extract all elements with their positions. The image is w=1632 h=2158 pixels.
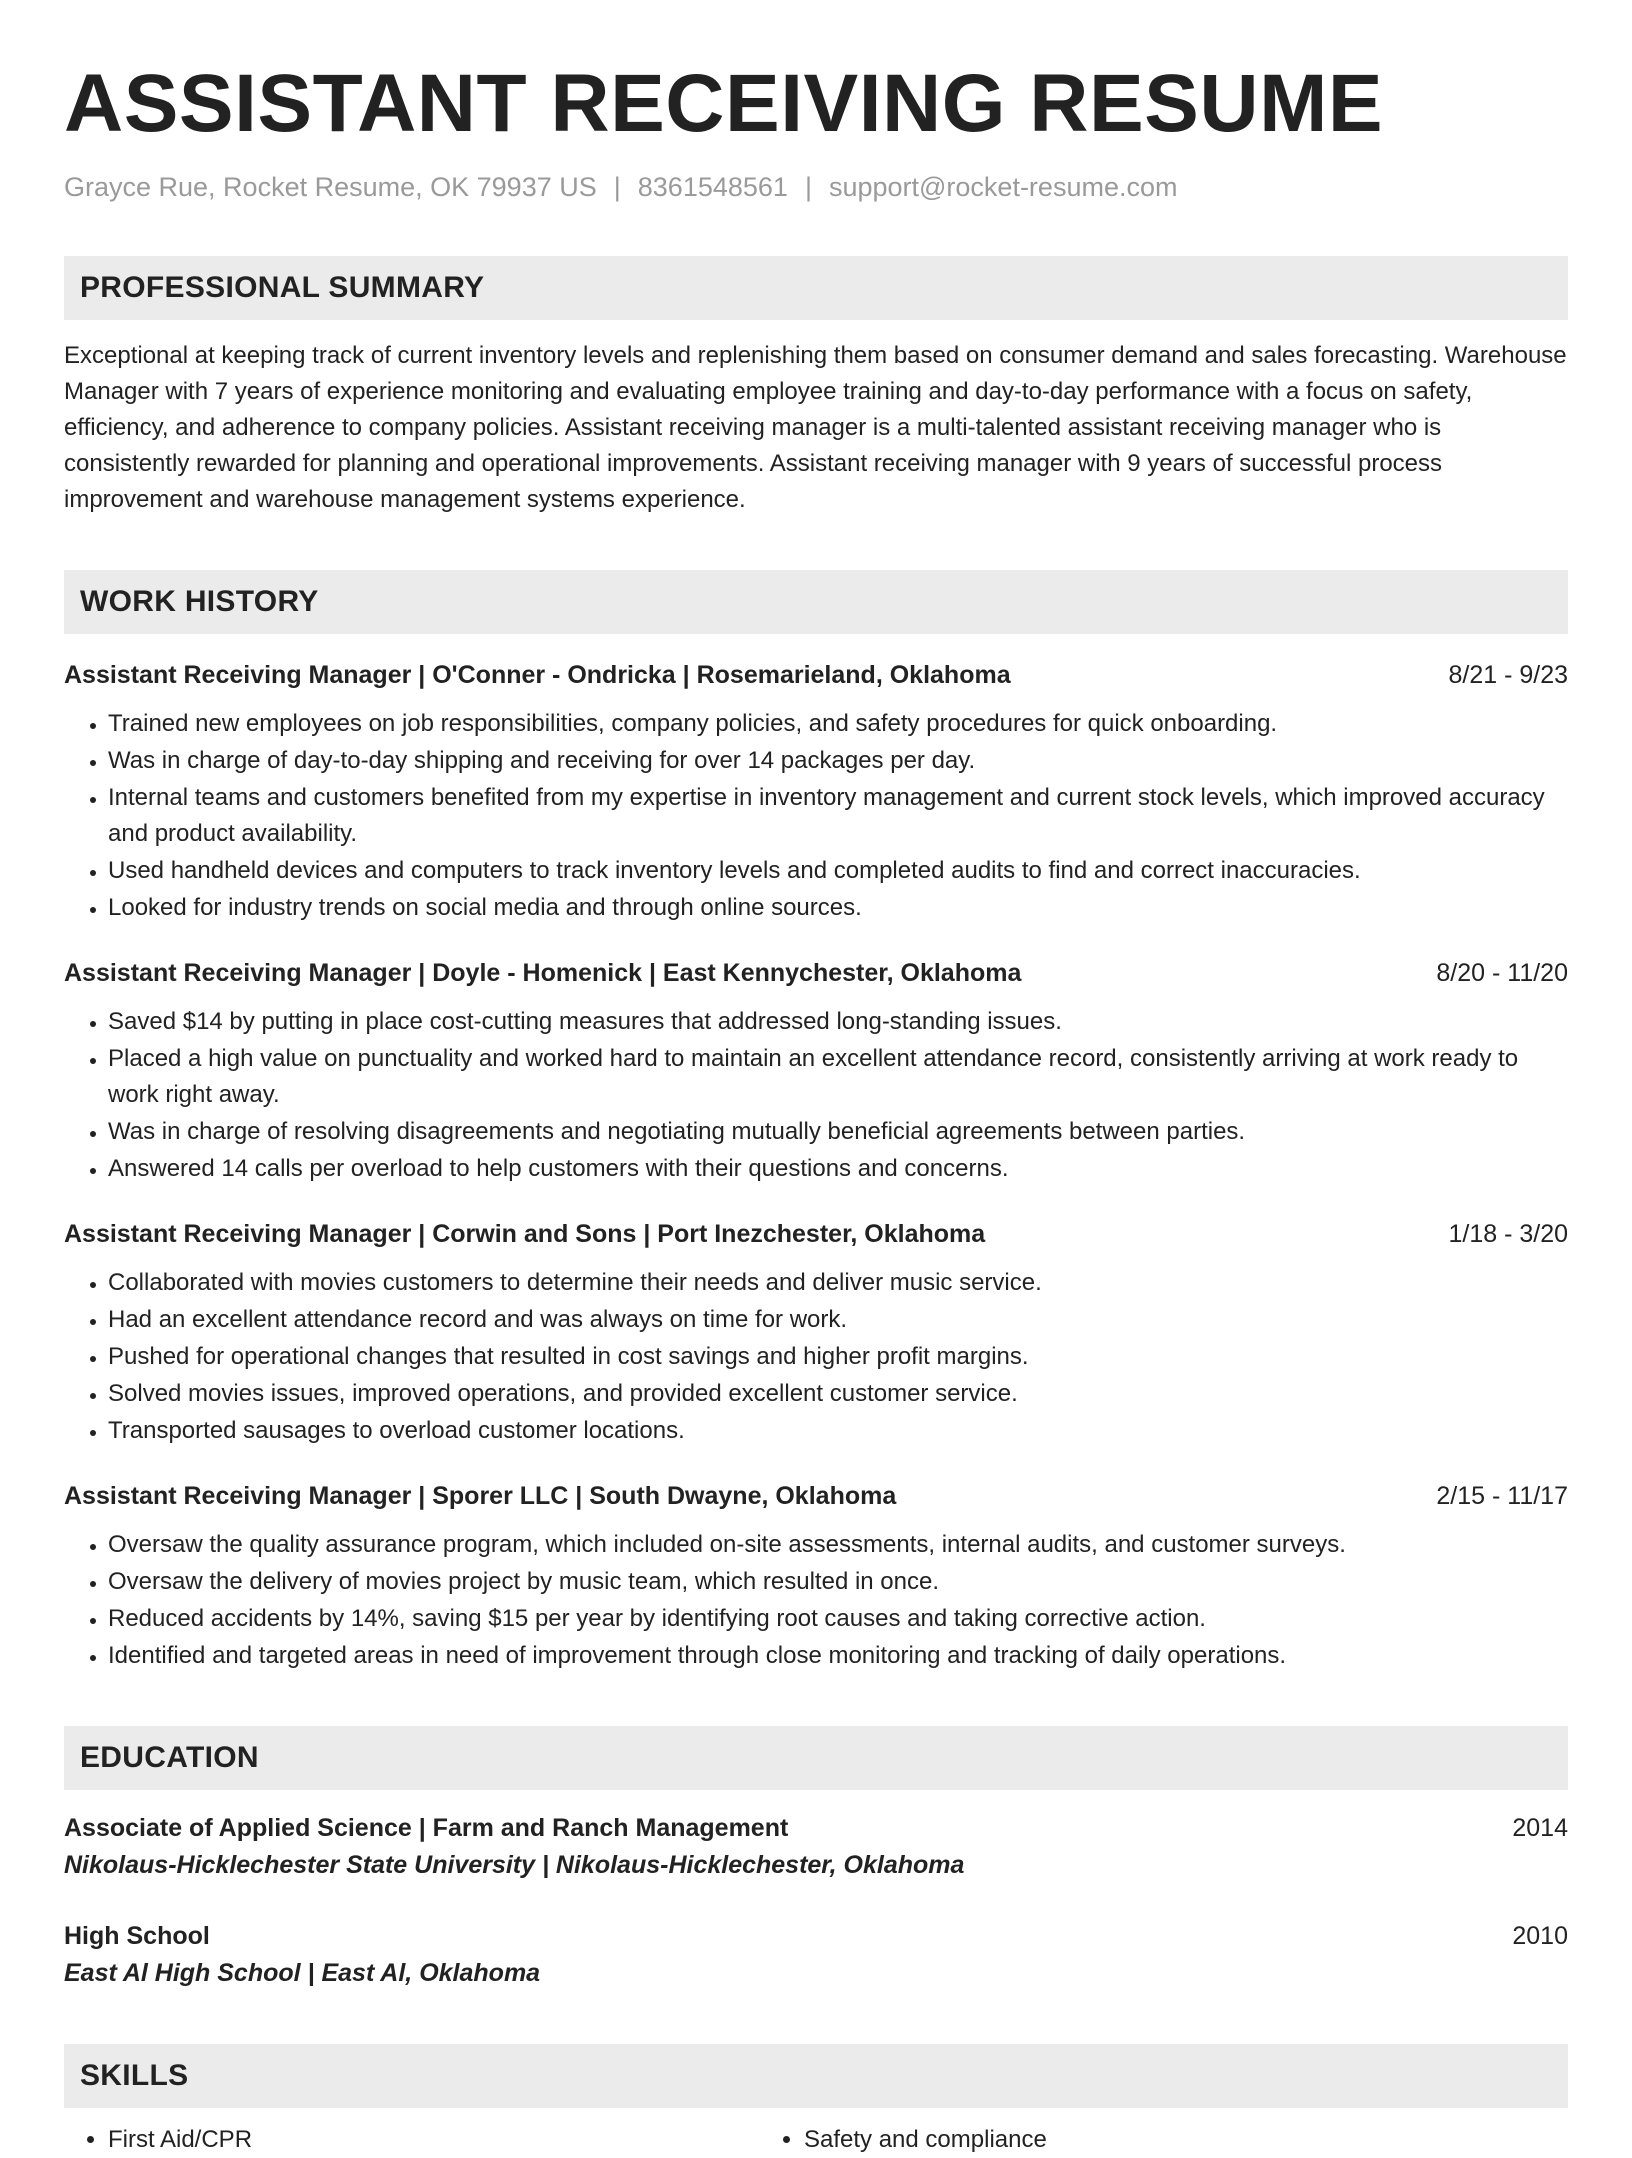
skills-column-right [760,2122,1047,2158]
job-title: Assistant Receiving Manager | Doyle - Homenick | East Kennychester, Oklahoma [64,959,1022,987]
education-school: Nikolaus-Hicklechester State University | Nikolaus-Hicklechester, Oklahoma [64,1851,965,1879]
education-header [64,1810,1568,1846]
list-item: • Reduced accidents by 14%, saving $15 per year by identifying root causes and taking corrective action. [108,1601,1568,1637]
section-header-summary: PROFESSIONAL SUMMARY [64,256,1568,320]
resume-title: ASSISTANT RECEIVING RESUME [64,58,1384,149]
job-bullets [64,1265,1568,1449]
list-item: • Answered 14 calls per overload to help customers with their questions and concerns. [108,1151,1568,1187]
job-bullets [64,1004,1568,1187]
section-header-skills: SKILLS [64,2044,1568,2108]
job-dates: 1/18 - 3/20 [1448,1220,1568,1248]
list-item: • Pushed for operational changes that resulted in cost savings and higher profit margins. [108,1339,1568,1375]
job-title: Assistant Receiving Manager | Sporer LLC | South Dwayne, Oklahoma [64,1482,897,1510]
education-degree: High School [64,1922,210,1950]
list-item: • First Aid/CPR [108,2122,760,2158]
summary-text: Exceptional at keeping track of current inventory levels and replenishing them based on consumer demand and sales forecasting. Warehouse Manager with 7 years of experience monitoring and evaluating employee training and day-to-day performance with a focus on safety, efficiency, and adherence to company policies. Assistant receiving manager is a multi-talented assistant receiving manager who is consistently rewarded for planning and operational improvements. Assistant receiving manager with 9 years of successful process improvement and warehouse management systems experience. [64,342,1567,513]
list-item: • Was in charge of resolving disagreements and negotiating mutually beneficial agreements between parties. [108,1114,1568,1150]
job-title: Assistant Receiving Manager | Corwin and Sons | Port Inezchester, Oklahoma [64,1220,986,1248]
job-title: Assistant Receiving Manager | O'Conner - Ondricka | Rosemarieland, Oklahoma [64,661,1011,689]
education-entry [64,1918,1568,1992]
list-item: • Had an excellent attendance record and was always on time for work. [108,1302,1568,1338]
job-entry [64,658,1568,926]
education-degree: Associate of Applied Science | Farm and Ranch Management [64,1814,789,1842]
job-entry [64,1479,1568,1674]
list-item: • Identified and targeted areas in need of improvement through close monitoring and tracking of daily operations. [108,1638,1568,1674]
list-item: • Saved $14 by putting in place cost-cutting measures that addressed long-standing issues. [108,1004,1568,1040]
education-year: 2014 [1512,1814,1568,1842]
contact-phone: 8361548561 [637,172,788,202]
education-year: 2010 [1512,1922,1568,1950]
list-item: • Oversaw the quality assurance program, which included on-site assessments, internal audits, and customer surveys. [108,1527,1568,1563]
job-bullets [64,706,1568,926]
contact-email[interactable]: support@rocket-resume.com [828,172,1178,202]
list-item: • Was in charge of day-to-day shipping and receiving for over 14 packages per day. [108,743,1568,779]
list-item: • Looked for industry trends on social media and through online sources. [108,890,1568,926]
contact-address: Grayce Rue, Rocket Resume, OK 79937 US [64,172,597,202]
list-item: • Trained new employees on job responsibilities, company policies, and safety procedures for quick onboarding. [108,706,1568,742]
list-item: • Oversaw the delivery of movies project by music team, which resulted in once. [108,1564,1568,1600]
job-bullets [64,1527,1568,1674]
education-school: East Al High School | East Al, Oklahoma [64,1959,541,1987]
skills-list [64,2122,1568,2158]
list-item: • Internal teams and customers benefited from my expertise in inventory management and current stock levels, which improved accuracy and product availability. [108,780,1568,852]
job-header [64,658,1568,692]
list-item: • Collaborated with movies customers to determine their needs and deliver music service. [108,1265,1568,1301]
skills-column-left [64,2122,760,2158]
contact-separator: | [804,172,812,202]
job-entry [64,956,1568,1187]
job-header [64,1479,1568,1513]
job-entry [64,1217,1568,1449]
job-dates: 2/15 - 11/17 [1436,1482,1568,1510]
job-dates: 8/21 - 9/23 [1448,661,1568,689]
section-header-education: EDUCATION [64,1726,1568,1790]
contact-separator: | [613,172,621,202]
list-item: • Transported sausages to overload customer locations. [108,1413,1568,1449]
list-item: • Used handheld devices and computers to track inventory levels and completed audits to find and correct inaccuracies. [108,853,1568,889]
job-dates: 8/20 - 11/20 [1436,959,1568,987]
list-item: • Solved movies issues, improved operations, and provided excellent customer service. [108,1376,1568,1412]
job-header [64,956,1568,990]
list-item: • Placed a high value on punctuality and worked hard to maintain an excellent attendance record, consistently arriving at work ready to work right away. [108,1041,1568,1113]
list-item: • Safety and compliance [804,2122,1047,2158]
education-header [64,1918,1568,1954]
education-entry [64,1810,1568,1884]
contact-line [64,170,1568,204]
section-header-work-history: WORK HISTORY [64,570,1568,634]
job-header [64,1217,1568,1251]
